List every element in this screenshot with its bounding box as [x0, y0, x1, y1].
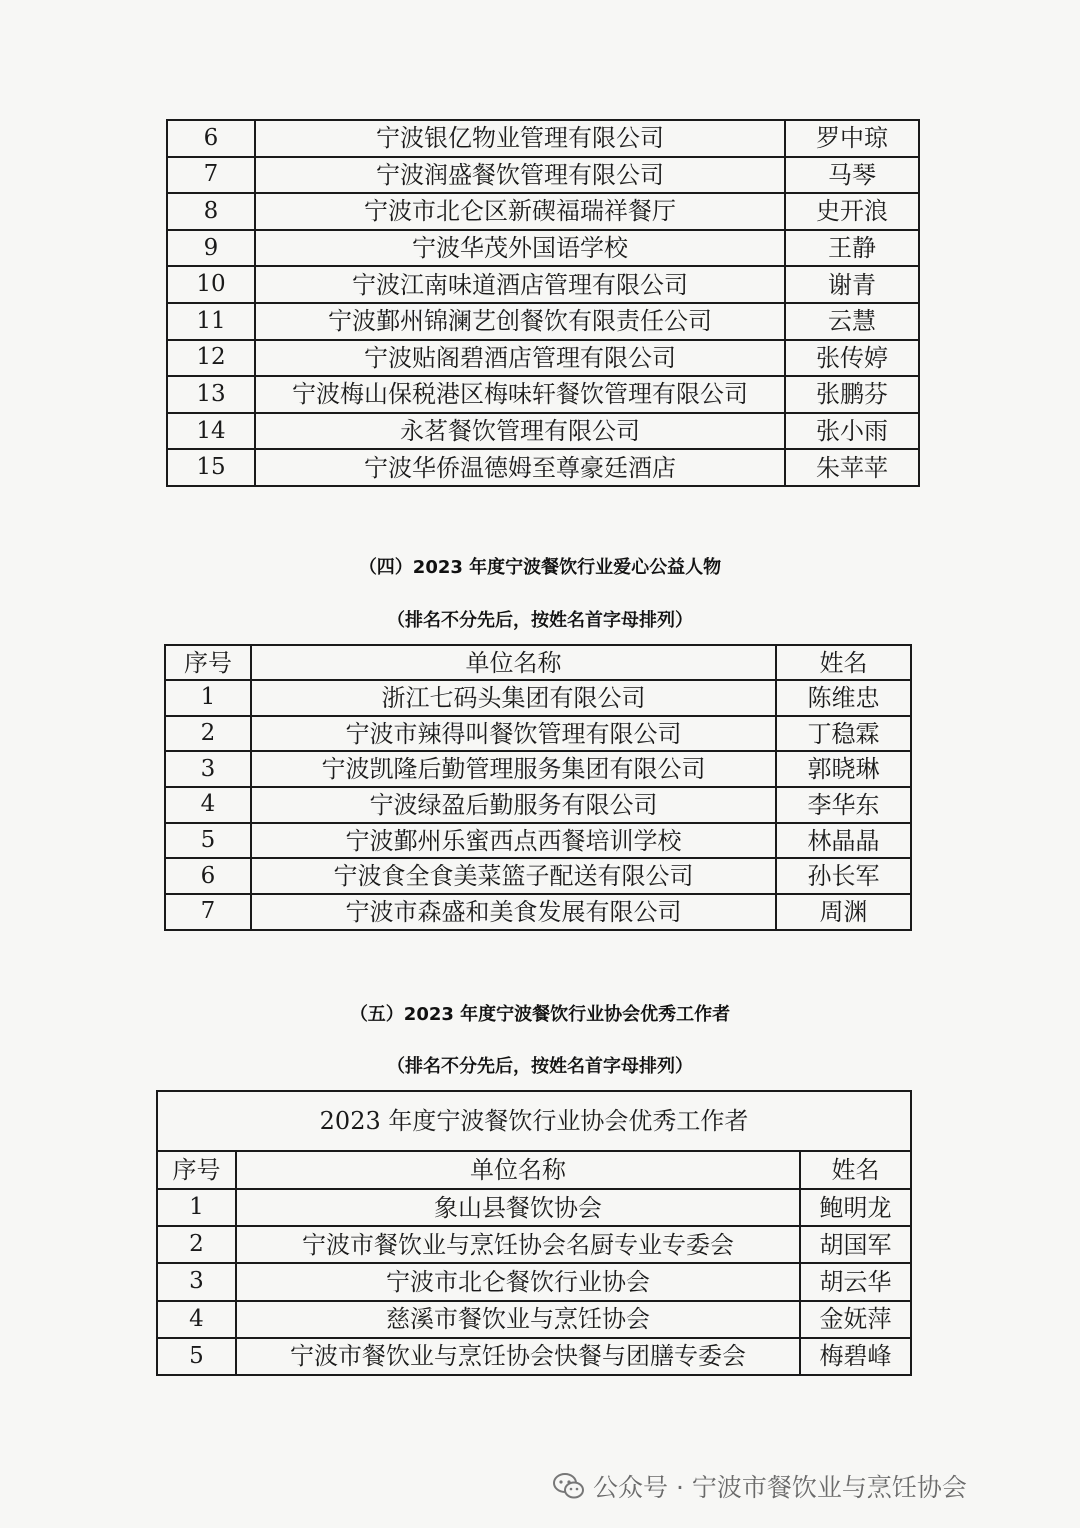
- table-row: [167, 340, 919, 377]
- person-name: 朱苹苹: [785, 449, 919, 486]
- row-number: 5: [165, 823, 251, 859]
- unit-name: 宁波凯隆后勤管理服务集团有限公司: [251, 751, 776, 787]
- person-name: 云慧: [785, 303, 919, 340]
- table-row: [167, 449, 919, 486]
- table-row: [165, 751, 911, 787]
- header-row: [165, 645, 911, 680]
- table-row: [157, 1189, 911, 1226]
- header-row: [157, 1151, 911, 1189]
- person-name: 李华东: [776, 787, 911, 823]
- row-number: 6: [167, 120, 255, 157]
- row-number: 10: [167, 266, 255, 303]
- excellent-workers-table: [156, 1090, 912, 1376]
- person-name: 周渊: [776, 894, 911, 930]
- table-row: [167, 303, 919, 340]
- row-number: 6: [165, 858, 251, 894]
- unit-name: 宁波鄞州乐蜜西点西餐培训学校: [251, 823, 776, 859]
- person-name: 金妩萍: [800, 1301, 911, 1338]
- unit-name: 宁波华侨温德姆至尊豪廷酒店: [255, 449, 785, 486]
- person-name: 孙长军: [776, 858, 911, 894]
- table-caption: 2023 年度宁波餐饮行业协会优秀工作者: [157, 1091, 911, 1151]
- row-number: 3: [165, 751, 251, 787]
- table-row: [167, 230, 919, 267]
- table-row: [157, 1226, 911, 1263]
- column-header-no: 序号: [165, 645, 251, 680]
- column-header-name: 姓名: [800, 1151, 911, 1189]
- row-number: 14: [167, 413, 255, 450]
- awards-table-continued: [166, 119, 920, 487]
- table-row: [167, 157, 919, 194]
- unit-name: 宁波市餐饮业与烹饪协会快餐与团膳专委会: [236, 1338, 800, 1375]
- row-number: 9: [167, 230, 255, 267]
- column-header-unit: 单位名称: [236, 1151, 800, 1189]
- table-row: [165, 823, 911, 859]
- unit-name: 宁波贴阁碧酒店管理有限公司: [255, 340, 785, 377]
- person-name: 罗中琼: [785, 120, 919, 157]
- table-row: [167, 376, 919, 413]
- unit-name: 永茗餐饮管理有限公司: [255, 413, 785, 450]
- table-row: [165, 787, 911, 823]
- row-number: 7: [165, 894, 251, 930]
- section-5-title: （五）2023 年度宁波餐饮行业协会优秀工作者: [349, 1004, 731, 1025]
- column-header-no: 序号: [157, 1151, 236, 1189]
- person-name: 王静: [785, 230, 919, 267]
- row-number: 1: [157, 1189, 236, 1226]
- row-number: 4: [165, 787, 251, 823]
- table-row: [167, 413, 919, 450]
- person-name: 谢青: [785, 266, 919, 303]
- unit-name: 象山县餐饮协会: [236, 1189, 800, 1226]
- person-name: 史开浪: [785, 193, 919, 230]
- row-number: 13: [167, 376, 255, 413]
- table-row: [167, 266, 919, 303]
- person-name: 马琴: [785, 157, 919, 194]
- table-row: [157, 1301, 911, 1338]
- table-row: [167, 193, 919, 230]
- person-name: 梅碧峰: [800, 1338, 911, 1375]
- unit-name: 宁波市餐饮业与烹饪协会名厨专业专委会: [236, 1226, 800, 1263]
- wechat-icon: [553, 1472, 585, 1500]
- row-number: 1: [165, 680, 251, 716]
- charity-figures-table: [164, 644, 912, 931]
- table-body: [157, 1091, 911, 1375]
- row-number: 2: [157, 1226, 236, 1263]
- column-header-name: 姓名: [776, 645, 911, 680]
- caption-row: [157, 1091, 911, 1151]
- unit-name: 宁波食全食美菜篮子配送有限公司: [251, 858, 776, 894]
- table-body: [165, 645, 911, 930]
- section-4-sort-note: （排名不分先后，按姓名首字母排列）: [387, 610, 693, 631]
- row-number: 2: [165, 716, 251, 752]
- unit-name: 宁波江南味道酒店管理有限公司: [255, 266, 785, 303]
- unit-name: 慈溪市餐饮业与烹饪协会: [236, 1301, 800, 1338]
- person-name: 丁稳霖: [776, 716, 911, 752]
- table-row: [157, 1338, 911, 1375]
- person-name: 张小雨: [785, 413, 919, 450]
- person-name: 张传婷: [785, 340, 919, 377]
- wechat-watermark: [553, 1466, 967, 1506]
- unit-name: 宁波市森盛和美食发展有限公司: [251, 894, 776, 930]
- unit-name: 宁波润盛餐饮管理有限公司: [255, 157, 785, 194]
- unit-name: 宁波梅山保税港区梅味轩餐饮管理有限公司: [255, 376, 785, 413]
- unit-name: 宁波华茂外国语学校: [255, 230, 785, 267]
- person-name: 陈维忠: [776, 680, 911, 716]
- row-number: 7: [167, 157, 255, 194]
- unit-name: 宁波市北仑餐饮行业协会: [236, 1263, 800, 1300]
- person-name: 张鹏芬: [785, 376, 919, 413]
- table-row: [165, 894, 911, 930]
- table-row: [167, 120, 919, 157]
- person-name: 郭晓琳: [776, 751, 911, 787]
- unit-name: 宁波鄞州锦澜艺创餐饮有限责任公司: [255, 303, 785, 340]
- unit-name: 宁波绿盈后勤服务有限公司: [251, 787, 776, 823]
- table-row: [165, 680, 911, 716]
- table-body: [167, 120, 919, 486]
- row-number: 11: [167, 303, 255, 340]
- person-name: 林晶晶: [776, 823, 911, 859]
- unit-name: 宁波市辣得叫餐饮管理有限公司: [251, 716, 776, 752]
- section-4-title: （四）2023 年度宁波餐饮行业爱心公益人物: [358, 557, 722, 578]
- row-number: 4: [157, 1301, 236, 1338]
- table-row: [165, 716, 911, 752]
- unit-name: 浙江七码头集团有限公司: [251, 680, 776, 716]
- row-number: 8: [167, 193, 255, 230]
- person-name: 鲍明龙: [800, 1189, 911, 1226]
- row-number: 5: [157, 1338, 236, 1375]
- unit-name: 宁波银亿物业管理有限公司: [255, 120, 785, 157]
- person-name: 胡国军: [800, 1226, 911, 1263]
- row-number: 15: [167, 449, 255, 486]
- table-row: [157, 1263, 911, 1300]
- unit-name: 宁波市北仑区新碶福瑞祥餐厅: [255, 193, 785, 230]
- row-number: 12: [167, 340, 255, 377]
- watermark-text: 公众号 · 宁波市餐饮业与烹饪协会: [593, 1473, 967, 1502]
- table-row: [165, 858, 911, 894]
- row-number: 3: [157, 1263, 236, 1300]
- column-header-unit: 单位名称: [251, 645, 776, 680]
- person-name: 胡云华: [800, 1263, 911, 1300]
- section-5-sort-note: （排名不分先后，按姓名首字母排列）: [387, 1056, 693, 1077]
